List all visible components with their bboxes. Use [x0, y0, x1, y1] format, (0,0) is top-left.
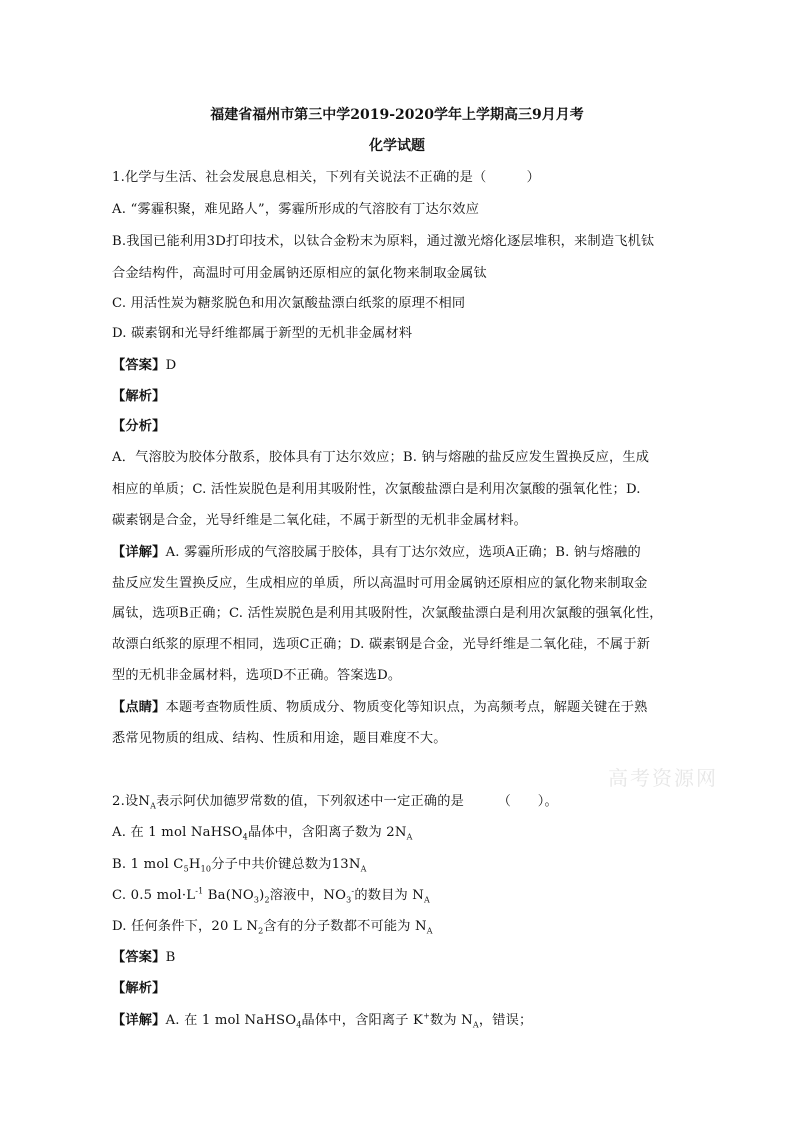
q1-option-d: D. 碳素钢和光导纤维都属于新型的无机非金属材料: [112, 326, 413, 341]
q1-detail-line3: 属钛，选项B正确；C. 活性炭脱色是利用其吸附性，次氯酸盐漂白是利用次氯酸的强氧化性，: [112, 606, 663, 621]
q1-fenxi-line3: 碳素钢是合金，光导纤维是二氧化硅，不属于新型的无机非金属材料。: [112, 513, 528, 528]
q1-option-a: A. “雾霾积聚，难见路人”，雾霾所形成的气溶胶有丁达尔效应: [112, 202, 480, 217]
q1-fenxi-line1: A．气溶胶为胶体分散系，胶体具有丁达尔效应；B. 钠与熔融的盐反应发生置换反应，生成: [112, 450, 650, 465]
q1-answer-value: D: [165, 358, 177, 373]
q2-answer-label: 【答案】: [112, 950, 166, 965]
q1-stem: 1.化学与生活、社会发展息息相关，下列有关说法不正确的是（ ）: [112, 170, 540, 185]
q1-fenxi-line2: 相应的单质；C. 活性炭脱色是利用其吸附性，次氯酸盐漂白是利用次氯酸的强氧化性；D.: [112, 482, 641, 497]
q2-option-a: A. 在 1 mol NaHSO$_4$晶体中，含阳离子数为 $2N_A$: [112, 825, 413, 842]
q1-answer-label: 【答案】: [112, 358, 166, 373]
q2-detail-line1: 【详解】A. 在 1 mol NaHSO$_4$晶体中，含阳离子 K+数为 $N_A$，错误；: [112, 1011, 533, 1030]
q1-detail-line4: 故漂白纸浆的原理不相同，选项C正确；D. 碳素钢是合金，光导纤维是二氧化硅，不属于新: [112, 637, 651, 652]
q1-option-b-line1: B.我国已能利用3D打印技术，以钛合金粉末为原料，通过激光熔化逐层堆积，来制造飞机钛: [112, 234, 655, 249]
document-title: 福建省福州市第三中学2019-2020学年上学期高三9月月考: [210, 107, 584, 123]
q1-fenxi-label: 【分析】: [112, 419, 166, 434]
q1-dianjing-text1: 本题考查物质性质、物质成分、物质变化等知识点，为高频考点，解题关键在于熟: [165, 700, 648, 715]
q1-option-c: C. 用活性炭为糖浆脱色和用次氯酸盐漂白纸浆的原理不相同: [112, 296, 466, 311]
q1-detail-line1: [112, 541, 641, 560]
q1-option-b-line2: 合金结构件，高温时可用金属钠还原相应的氯化物来制取金属钛: [112, 266, 487, 281]
q2-option-c: C. 0.5 $mol\cdot L^{-1}$ $Ba(NO_3)_2$溶液中，$NO_3^-$的数目为 $N_A$: [112, 886, 430, 905]
q2-analysis-label: 【解析】: [112, 981, 166, 996]
q1-analysis-label: 【解析】: [112, 389, 166, 404]
q2-stem: 2.设$N_A$表示阿伏加德罗常数的值，下列叙述中一定正确的是 （ ）。: [112, 794, 558, 811]
q1-detail-label: 【详解】: [112, 545, 166, 560]
document-subtitle: 化学试题: [369, 138, 425, 154]
q1-detail-text1: A. 雾霾所形成的气溶胶属于胶体，具有丁达尔效应，选项A正确；B. 钠与熔融的: [165, 545, 641, 560]
q2-option-b: B. 1 mol $C_5H_{10}$分子中共价键总数为$13N_A$: [112, 857, 367, 874]
q2-option-d: D. 任何条件下，20 L $N_2$含有的分子数都不可能为 $N_A$: [112, 919, 433, 936]
q2-answer-value: B: [165, 950, 176, 965]
q2-detail-label: 【详解】: [112, 1013, 166, 1028]
q1-detail-line5: 型的无机非金属材料，选项D不正确。答案选D。: [112, 668, 402, 683]
q2-answer: [112, 946, 175, 965]
q1-dianjing-line1: [112, 696, 648, 715]
q1-detail-line2: 盐反应发生置换反应，生成相应的单质，所以高温时可用金属钠还原相应的氯化物来制取金: [112, 576, 648, 591]
watermark: 高考资源网: [608, 766, 718, 790]
q1-dianjing-label: 【点睛】: [112, 700, 166, 715]
q1-answer: [112, 354, 176, 373]
q1-dianjing-line2: 悉常见物质的组成、结构、性质和用途，题目难度不大。: [112, 731, 447, 746]
